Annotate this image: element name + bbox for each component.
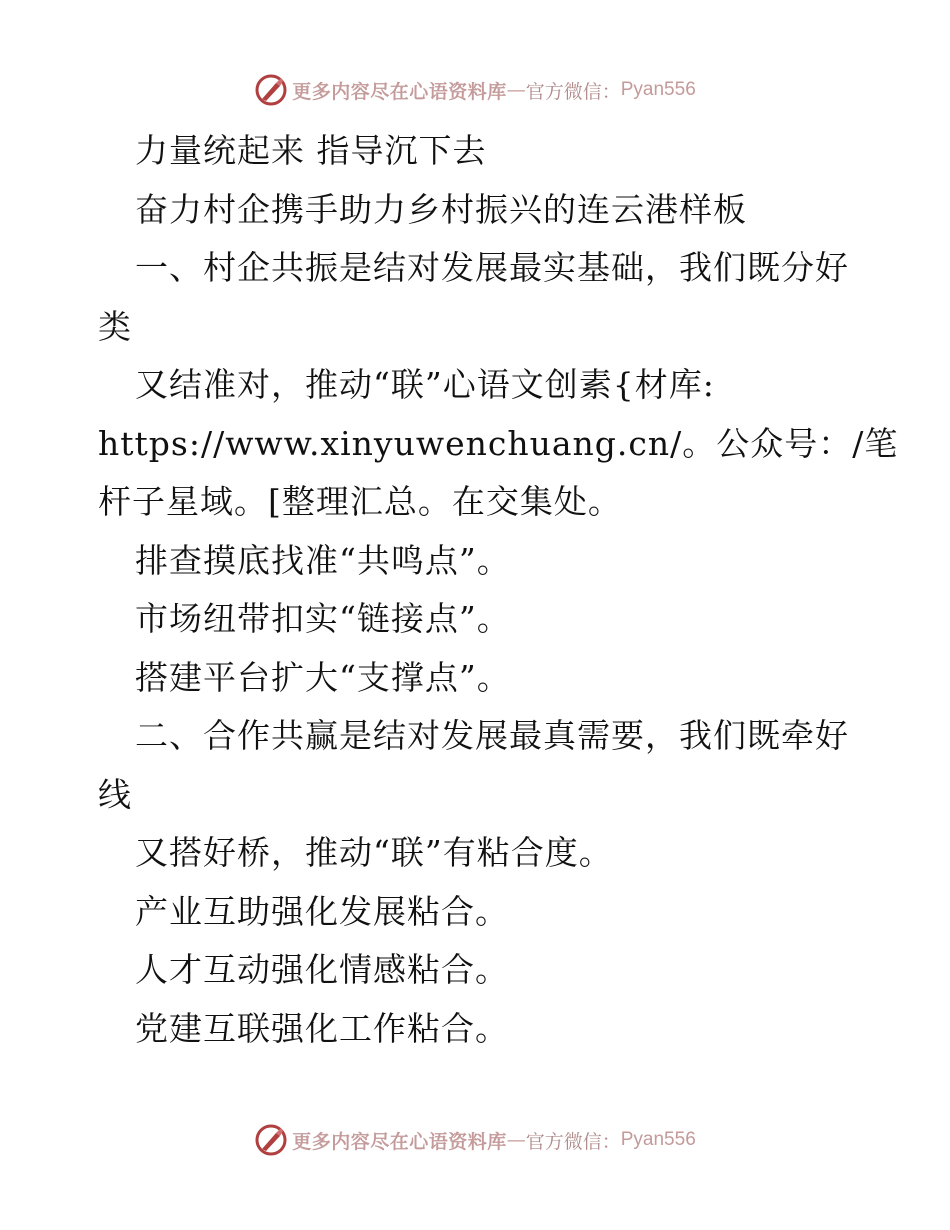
header-banner [0,70,950,110]
doc-line: 人才互动强化情感粘合。 [135,950,509,989]
footer-contact-label: 官方微信： [525,1130,621,1153]
doc-line: 市场纽带扣实“链接点”。 [135,599,511,638]
doc-line: 线 [98,774,132,814]
footer-banner-text: 更多内容尽在心语资料库 [292,1130,507,1153]
doc-line-url: https://www.xinyuwenchuang.cn/。公众号：/笔 [98,423,899,463]
header-contact-label: 官方微信： [525,80,621,103]
doc-line: 搭建平台扩大“支撑点”。 [135,657,511,697]
doc-line: 类 [98,306,132,346]
doc-line-title: 力量统起来 指导沉下去 [135,131,487,170]
doc-line: 二、合作共赢是结对发展最真需要，我们既牵好 [135,716,849,755]
header-contact-id: Pyan556 [620,79,696,100]
footer-contact-id: Pyan556 [620,1129,696,1150]
doc-line: 产业互助强化发展粘合。 [135,891,509,931]
doc-line: 一、村企共振是结对发展最实基础，我们既分好 [135,248,849,287]
document-body [98,122,899,1058]
header-banner-text: 更多内容尽在心语资料库 [292,80,507,103]
doc-line: 党建互联强化工作粘合。 [135,1008,509,1048]
footer-banner [0,1120,950,1160]
pen-logo-icon [254,73,288,107]
doc-line: 排查摸底找准“共鸣点”。 [135,540,511,580]
doc-line: 又结准对，推动“联”心语文创素{材库: [135,365,715,404]
footer-banner-separator: — [506,1129,526,1151]
doc-line: 又搭好桥，推动“联”有粘合度。 [135,833,613,872]
pen-logo-icon [254,1123,288,1157]
header-banner-separator: — [506,79,526,101]
doc-line: 杆子星域。[整理汇总。在交集处。 [98,482,622,521]
doc-line-subtitle: 奋力村企携手助力乡村振兴的连云港样板 [135,189,747,229]
